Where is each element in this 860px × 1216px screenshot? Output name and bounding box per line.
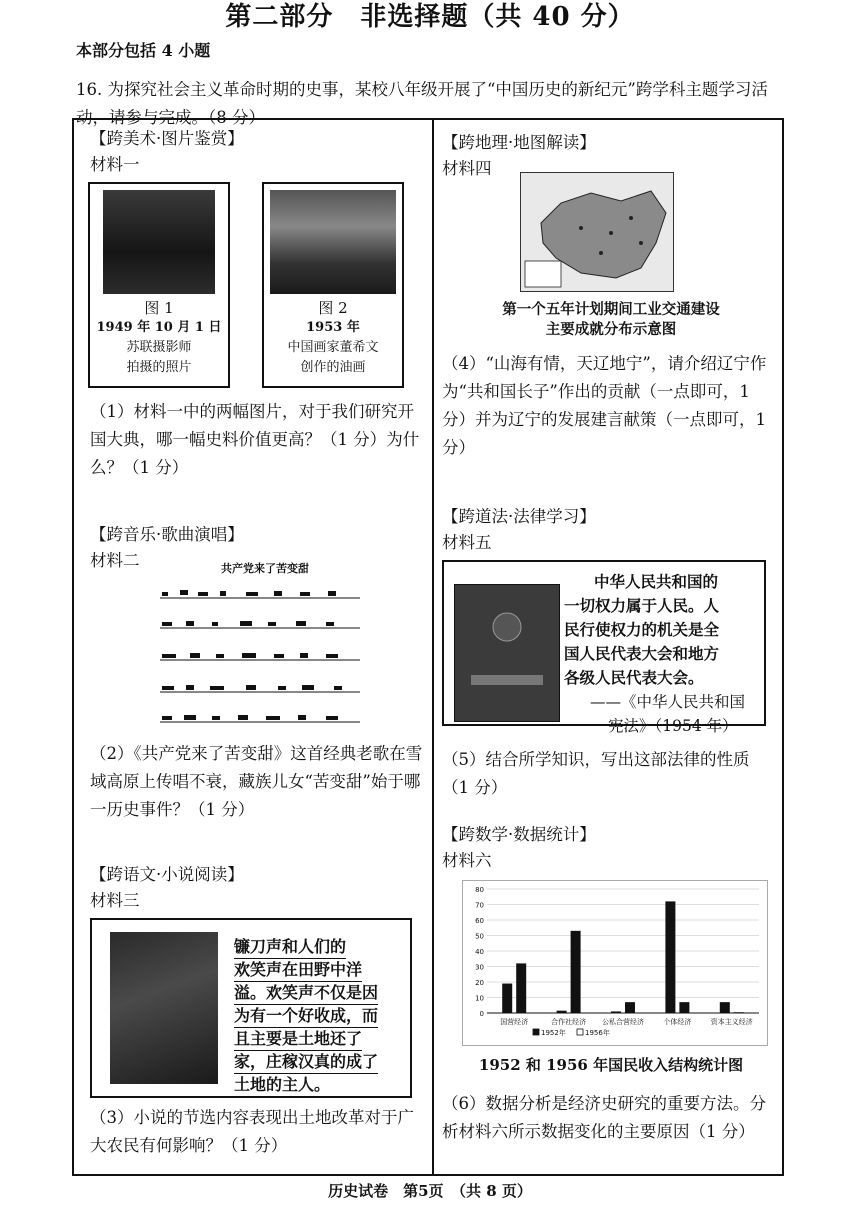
constitution-box: [442, 560, 766, 735]
score-notation: [150, 576, 380, 736]
figure-1-photo: [103, 190, 215, 294]
novel-illustration: [110, 932, 218, 1084]
y-tick-label: 20: [475, 979, 484, 987]
material-4-label: 材料四: [442, 159, 492, 178]
legend-swatch: [577, 1029, 583, 1035]
question-6: （6）数据分析是经济史研究的重要方法。分析材料六所示数据变化的主要原因（1 分）: [442, 1094, 766, 1141]
china-map: [520, 172, 674, 292]
bar-1952: [611, 1011, 621, 1013]
question-16-stem: 16. 为探究社会主义革命时期的史事，某校八年级开展了“中国历史的新纪元”跨学科主题学习活动，请参与完成。（8 分）: [76, 80, 768, 127]
material-1-label: 材料一: [90, 155, 140, 174]
chart-caption: 1952 和 1956 年国民收入结构统计图: [478, 1056, 744, 1074]
novel-excerpt-text: 镰刀声和人们的 欢笑声在田野中洋 溢。欢笑声不仅是因 为有一个好收成，而 且主要是土地还了 家，庄稼汉真的成了 土地的主人。: [234, 936, 410, 1097]
bar-1952: [665, 901, 675, 1013]
map-caption: 第一个五年计划期间工业交通建设 主要成就分布示意图: [502, 301, 720, 338]
figure-1-box: [88, 182, 230, 388]
legend-label: 1956年: [585, 1029, 610, 1037]
y-tick-label: 70: [475, 901, 484, 910]
bar-1956: [734, 1012, 744, 1013]
y-tick-label: 80: [475, 886, 484, 894]
x-tick-label: 国营经济: [500, 1018, 529, 1026]
score-title: 共产党来了苦变甜: [221, 562, 309, 575]
bar-1956: [625, 1002, 635, 1013]
x-tick-label: 公私合营经济: [602, 1018, 644, 1026]
figure-2-label: 图 2: [318, 299, 348, 317]
bar-1952: [557, 1011, 567, 1013]
figure-1-caption-1: 1949 年 10 月 1 日: [96, 320, 222, 335]
bar-1952: [502, 984, 512, 1013]
heading-math: 【跨数学·数据统计】: [442, 825, 596, 844]
legend-label: 1952年: [541, 1029, 566, 1037]
y-tick-label: 60: [475, 917, 484, 925]
x-tick-label: 个体经济: [663, 1018, 692, 1026]
material-2-label: 材料二: [90, 551, 140, 570]
bar-1956: [516, 963, 526, 1013]
music-score: [150, 560, 380, 740]
figure-2-box: [262, 182, 404, 388]
y-tick-label: 50: [475, 932, 484, 941]
figure-2-caption-2: 中国画家董希文: [287, 340, 379, 355]
section-title: 第二部分 非选择题（共 40 分）: [225, 2, 635, 32]
material-5-label: 材料五: [442, 533, 492, 552]
heading-law: 【跨道法·法律学习】: [442, 507, 596, 526]
material-6-label: 材料六: [442, 851, 492, 870]
constitution-quote: 中华人民共和国的 一切权力属于人民。人 民行使权力的机关是全 国人民代表大会和地方 各级人民代表大会。 ——《中华人民共和国 宪法》（1954 年）: [564, 572, 746, 735]
heading-literature: 【跨语文·小说阅读】: [90, 865, 244, 884]
section-subtitle: 本部分包括 4 小题: [76, 41, 211, 60]
bar-1952: [720, 1002, 730, 1013]
question-4: （4）“山海有情，天辽地宁”，请介绍辽宁作为“共和国长子”作出的贡献（一点即可，1 分）并为辽宁的发展建言献策（一点即可，1 分）: [442, 354, 767, 457]
bar-1956: [571, 931, 581, 1013]
question-3: （3）小说的节选内容表现出土地改革对于广大农民有何影响？（1 分）: [90, 1108, 414, 1155]
y-tick-label: 30: [475, 963, 484, 972]
y-tick-label: 40: [475, 948, 484, 956]
x-tick-label: 资本主义经济: [710, 1018, 753, 1026]
x-tick-label: 合作社经济: [551, 1018, 587, 1026]
figure-2-caption-3: 创作的油画: [300, 360, 366, 375]
figure-1-caption-3: 拍摄的照片: [126, 360, 192, 375]
income-bar-chart: [463, 881, 767, 1045]
figure-2-painting: [270, 190, 396, 294]
constitution-book-cover: [454, 584, 560, 722]
material-3-label: 材料三: [90, 891, 140, 910]
heading-art: 【跨美术·图片鉴赏】: [90, 129, 244, 148]
heading-music: 【跨音乐·歌曲演唱】: [90, 525, 244, 544]
legend-swatch: [533, 1029, 539, 1035]
figure-2-caption-1: 1953 年: [306, 320, 360, 335]
novel-excerpt-box: [90, 918, 412, 1098]
income-chart-frame: [462, 880, 768, 1046]
figure-1-label: 图 1: [144, 299, 174, 317]
question-5: （5）结合所学知识，写出这部法律的性质（1 分）: [442, 750, 750, 797]
column-divider: [432, 118, 434, 1176]
heading-geography: 【跨地理·地图解读】: [442, 133, 596, 152]
page-footer: 历史试卷 第5页 （共 8 页）: [328, 1182, 532, 1200]
bar-1956: [679, 1002, 689, 1013]
y-tick-label: 10: [475, 994, 484, 1003]
china-map-shape: [521, 173, 673, 291]
question-2: （2）《共产党来了苦变甜》这首经典老歌在雪域高原上传唱不衰，藏族儿女“苦变甜”始于哪一历史事件？（1 分）: [90, 744, 423, 819]
figure-1-caption-2: 苏联摄影师: [126, 340, 192, 355]
question-1: （1）材料一中的两幅图片，对于我们研究开国大典，哪一幅史料价值更高？（1 分）为什么？（1 分）: [90, 402, 420, 477]
y-tick-label: 0: [479, 1010, 484, 1018]
